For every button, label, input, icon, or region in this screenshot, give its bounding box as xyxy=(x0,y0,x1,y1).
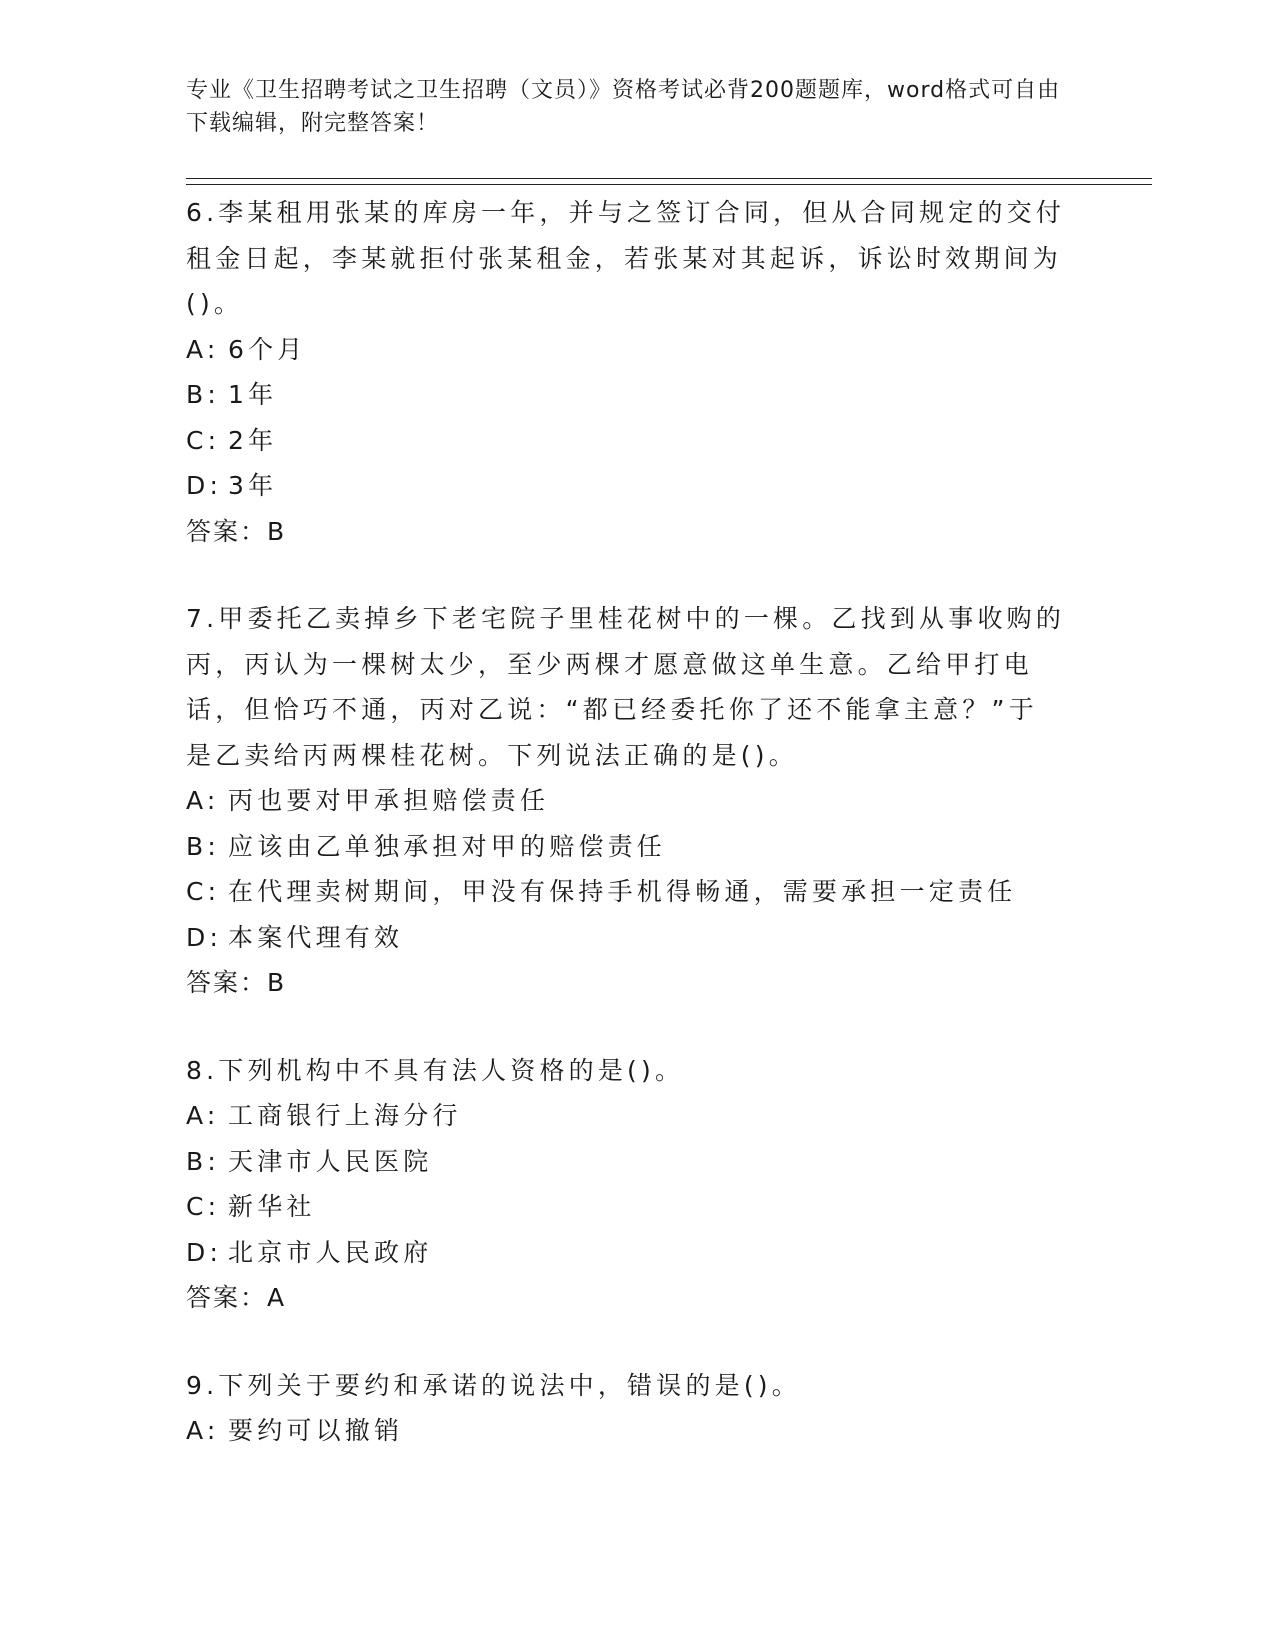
option-text: 2年 xyxy=(228,425,278,455)
option-letter: A: xyxy=(186,1416,220,1445)
option-letter: C: xyxy=(186,425,221,455)
option-d xyxy=(186,915,1066,961)
question-6 xyxy=(186,190,1066,554)
option-c xyxy=(186,418,1066,464)
question-7 xyxy=(186,596,1066,1006)
option-text: 北京市人民政府 xyxy=(228,1237,433,1267)
document-header: 专业《卫生招聘考试之卫生招聘（文员）》资格考试必背200题题库，word格式可自由下载编辑，附完整答案！ xyxy=(186,78,1061,136)
option-letter: B: xyxy=(186,1146,220,1176)
option-a xyxy=(186,327,1066,373)
answer-line: 答案：A xyxy=(186,1283,287,1312)
option-text: 要约可以撤销 xyxy=(228,1416,404,1445)
question-8 xyxy=(186,1048,1066,1321)
option-letter: A: xyxy=(186,334,220,364)
question-list xyxy=(186,190,1066,1496)
answer-line: 答案：B xyxy=(186,968,287,997)
option-letter: D: xyxy=(186,1237,223,1267)
question-9 xyxy=(186,1363,1066,1454)
option-d xyxy=(186,1230,1066,1276)
option-letter: D: xyxy=(186,471,223,500)
option-a xyxy=(186,778,1066,824)
question-stem: 8.下列机构中不具有法人资格的是()。 xyxy=(186,1055,685,1085)
option-text: 在代理卖树期间，甲没有保持手机得畅通，需要承担一定责任 xyxy=(228,877,1017,906)
header-divider-top xyxy=(186,178,1152,179)
question-stem: 9.下列关于要约和承诺的说法中，错误的是()。 xyxy=(186,1370,801,1400)
option-d xyxy=(186,463,1066,509)
option-text: 6个月 xyxy=(228,334,307,364)
option-text: 3年 xyxy=(228,471,278,500)
question-stem: 7.甲委托乙卖掉乡下老宅院子里桂花树中的一棵。乙找到从事收购的丙，丙认为一棵树太少，至少两棵才愿意做这单生意。乙给甲打电话，但恰巧不通，丙对乙说：“都已经委托你了还不能拿主意？”于是乙卖给丙两棵桂花树。下列说法正确的是()。 xyxy=(186,604,1066,770)
answer-line: 答案：B xyxy=(186,516,287,546)
header-divider-bottom xyxy=(186,184,1152,185)
option-b xyxy=(186,1139,1066,1185)
option-letter: D: xyxy=(186,922,223,952)
option-text: 应该由乙单独承担对甲的赔偿责任 xyxy=(228,831,667,861)
option-text: 新华社 xyxy=(228,1192,316,1221)
option-letter: B: xyxy=(186,831,220,861)
option-text: 天津市人民医院 xyxy=(228,1146,433,1176)
option-letter: A: xyxy=(186,786,220,815)
option-c xyxy=(186,1184,1066,1230)
option-text: 工商银行上海分行 xyxy=(228,1101,462,1130)
option-text: 1年 xyxy=(228,380,278,409)
option-b xyxy=(186,824,1066,870)
option-a xyxy=(186,1408,1066,1454)
option-letter: C: xyxy=(186,1192,221,1221)
option-letter: C: xyxy=(186,877,221,906)
option-text: 丙也要对甲承担赔偿责任 xyxy=(228,786,550,815)
option-a xyxy=(186,1093,1066,1139)
option-c xyxy=(186,869,1066,915)
option-b xyxy=(186,372,1066,418)
option-text: 本案代理有效 xyxy=(228,922,404,952)
question-stem: 6.李某租用张某的库房一年，并与之签订合同，但从合同规定的交付租金日起，李某就拒付张某租金，若张某对其起诉，诉讼时效期间为()。 xyxy=(186,198,1066,318)
option-letter: A: xyxy=(186,1101,220,1130)
option-letter: B: xyxy=(186,380,220,409)
